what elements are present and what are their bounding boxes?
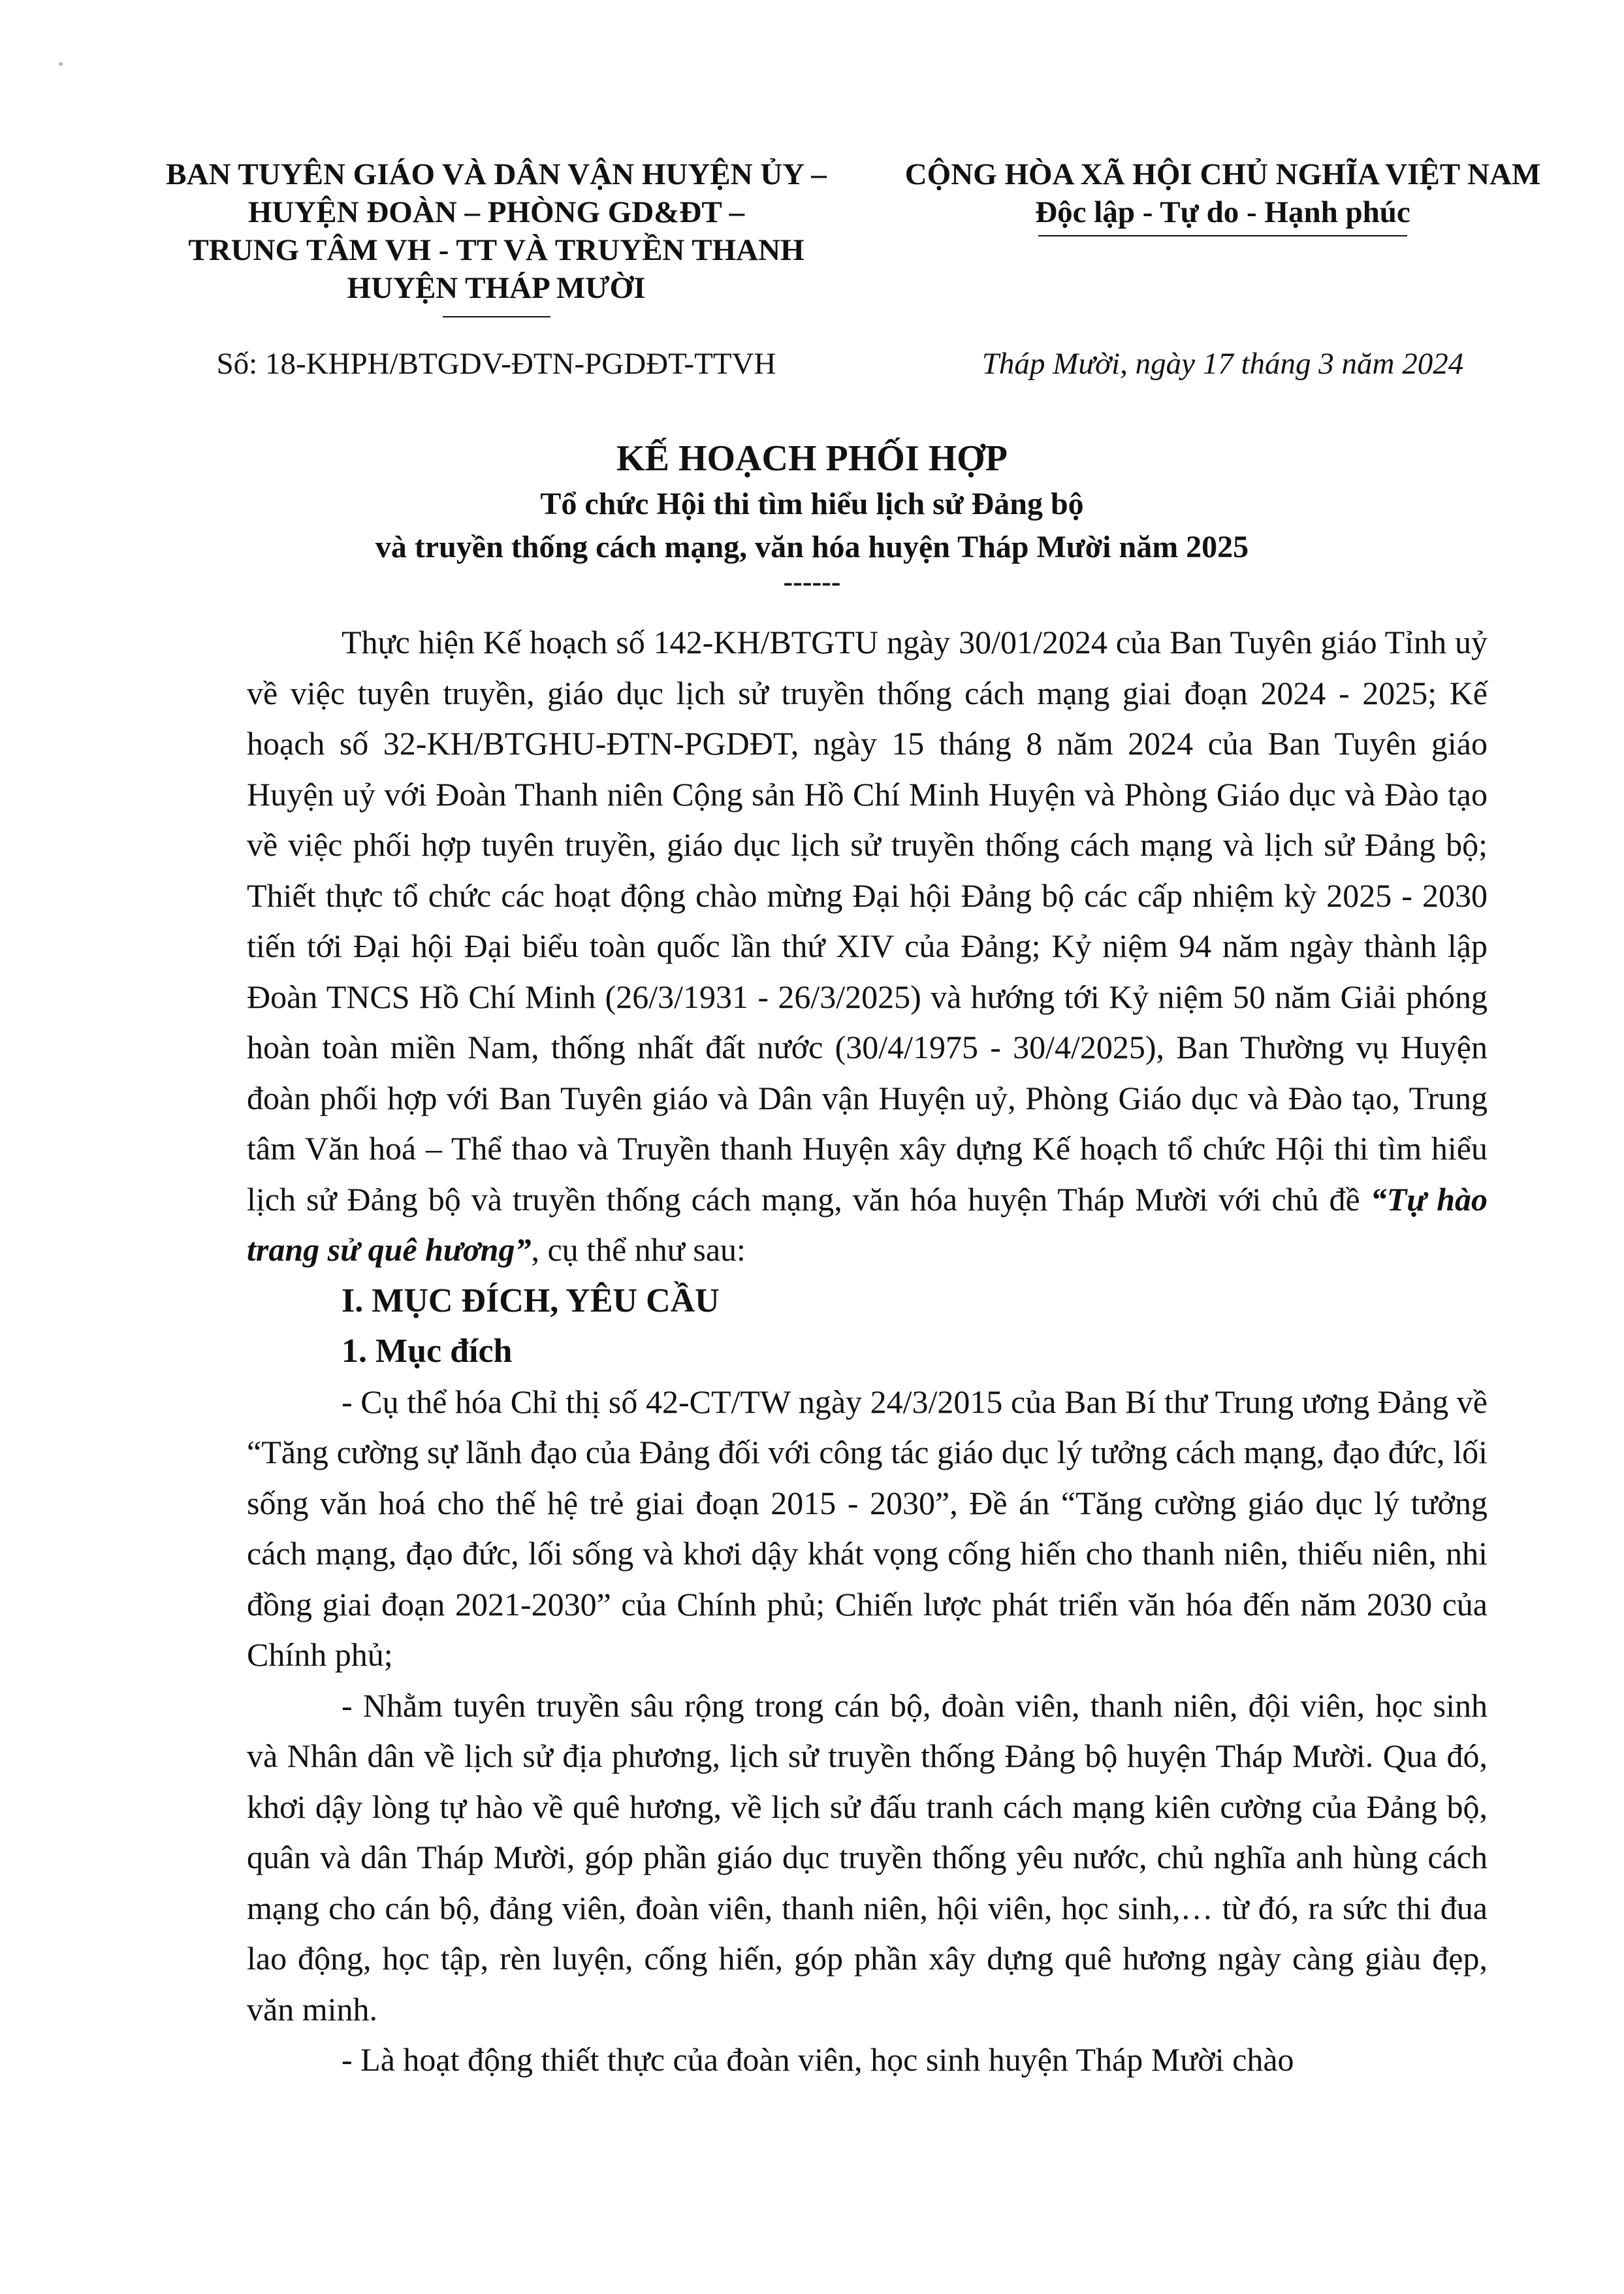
motto-underline: [1038, 235, 1407, 236]
document-number: Số: 18-KHPH/BTGDV-ĐTN-PGDĐT-TTVH: [216, 347, 776, 381]
subsection-heading-1: 1. Mục đích: [342, 1333, 513, 1370]
intro-text: Thực hiện Kế hoạch số 142-KH/BTGTU ngày 30/01/2024 của Ban Tuyên giáo Tỉnh uỷ về việc tuyên truyền, giáo dục lịch sử truyền thống cách mạng giai đoạn 2024 - 2025; Kế hoạch số 32-KH/BTGHU-ĐTN-PGDĐT, ngày 15 tháng 8 năm 2024 của Ban Tuyên giáo Huyện uỷ với Đoàn Thanh niên Cộng sản Hồ Chí Minh Huyện và Phòng Giáo dục và Đào tạo về việc phối hợp tuyên truyền, giáo dục lịch sử truyền thống cách mạng và lịch sử Đảng bộ; Thiết thực tổ chức các hoạt động chào mừng Đại hội Đảng bộ các cấp nhiệm kỳ 2025 - 2030 tiến tới Đại hội Đại biểu toàn quốc lần thứ XIV của Đảng; Kỷ niệm 94 năm ngày thành lập Đoàn TNCS Hồ Chí Minh (26/3/1931 - 26/3/2025) và hướng tới Kỷ niệm 50 năm Giải phóng hoàn toàn miền Nam, thống nhất đất nước (30/4/1975 - 30/4/2025), Ban Thường vụ Huyện đoàn phối hợp với Ban Tuyên giáo và Dân vận Huyện uỷ, Phòng Giáo dục và Đào tạo, Trung tâm Văn hoá – Thể thao và Truyền thanh Huyện xây dựng Kế hoạch tổ chức Hội thi tìm hiểu lịch sử Đảng bộ và truyền thống cách mạng, văn hóa huyện Tháp Mười với chủ đề: [247, 624, 1488, 1218]
theme-text: “Tự hào trang sử quê hương”: [247, 1180, 1488, 1268]
motto: Độc lập - Tự do - Hạnh phúc: [1035, 195, 1410, 229]
document-subtitle-1: Tổ chức Hội thi tìm hiểu lịch sử Đảng bộ: [540, 487, 1084, 521]
title-block: [235, 434, 1389, 598]
scan-speck: [59, 62, 63, 66]
agency-line-2: HUYỆN ĐOÀN – PHÒNG GD&ĐT –: [247, 195, 745, 229]
intro-end-text: , cụ thể như sau:: [531, 1231, 746, 1268]
issuing-agency-block: [131, 155, 862, 317]
document-subtitle-2: và truyền thống cách mạng, văn hóa huyện Tháp Mười năm 2025: [375, 530, 1249, 564]
agency-line-4: HUYỆN THÁP MƯỜI: [347, 271, 646, 305]
title-separator: ------: [783, 566, 841, 598]
document-body: [247, 617, 1488, 2086]
document-title: KẾ HOẠCH PHỐI HỢP: [616, 438, 1008, 479]
agency-line-3: TRUNG TÂM VH - TT VÀ TRUYỀN THANH: [188, 233, 804, 267]
place-date: Tháp Mười, ngày 17 tháng 3 năm 2024: [981, 347, 1464, 381]
country-name: CỘNG HÒA XÃ HỘI CHỦ NGHĨA VIỆT NAM: [904, 157, 1541, 191]
section-heading-1: I. MỤC ĐÍCH, YÊU CẦU: [342, 1282, 720, 1319]
purpose-paragraph-1: - Cụ thể hóa Chỉ thị số 42-CT/TW ngày 24/3/2015 của Ban Bí thư Trung ương Đảng về “Tăng cường sự lãnh đạo của Đảng đối với công tác giáo dục lý tưởng cách mạng, đạo đức, lối sống văn hoá cho thế hệ trẻ giai đoạn 2015 - 2030”, Đề án “Tăng cường giáo dục lý tưởng cách mạng, đạo đức, lối sống và khơi dậy khát vọng cống hiến cho thanh niên, thiếu niên, nhi đồng giai đoạn 2021-2030” của Chính phủ; Chiến lược phát triển văn hóa đến năm 2030 của Chính phủ;: [247, 1383, 1488, 1673]
purpose-paragraph-3: - Là hoạt động thiết thực của đoàn viên, học sinh huyện Tháp Mười chào: [342, 2041, 1294, 2078]
intro-paragraph: [247, 617, 1488, 1276]
national-motto-block: [872, 155, 1574, 236]
purpose-paragraph-2: - Nhằm tuyên truyền sâu rộng trong cán bộ, đoàn viên, thanh niên, đội viên, học sinh và Nhân dân về lịch sử địa phương, lịch sử truyền thống Đảng bộ huyện Tháp Mười. Qua đó, khơi dậy lòng tự hào về quê hương, về lịch sử đấu tranh cách mạng kiên cường của Đảng bộ, quân và dân Tháp Mười, góp phần giáo dục truyền thống yêu nước, chủ nghĩa anh hùng cách mạng cho cán bộ, đảng viên, đoàn viên, thanh niên, hội viên, học sinh,… từ đó, ra sức thi đua lao động, học tập, rèn luyện, cống hiến, góp phần xây dựng quê hương ngày càng giàu đẹp, văn minh.: [247, 1687, 1488, 2027]
agency-underline: [443, 316, 550, 317]
agency-line-1: BAN TUYÊN GIÁO VÀ DÂN VẬN HUYỆN ỦY –: [166, 157, 827, 191]
